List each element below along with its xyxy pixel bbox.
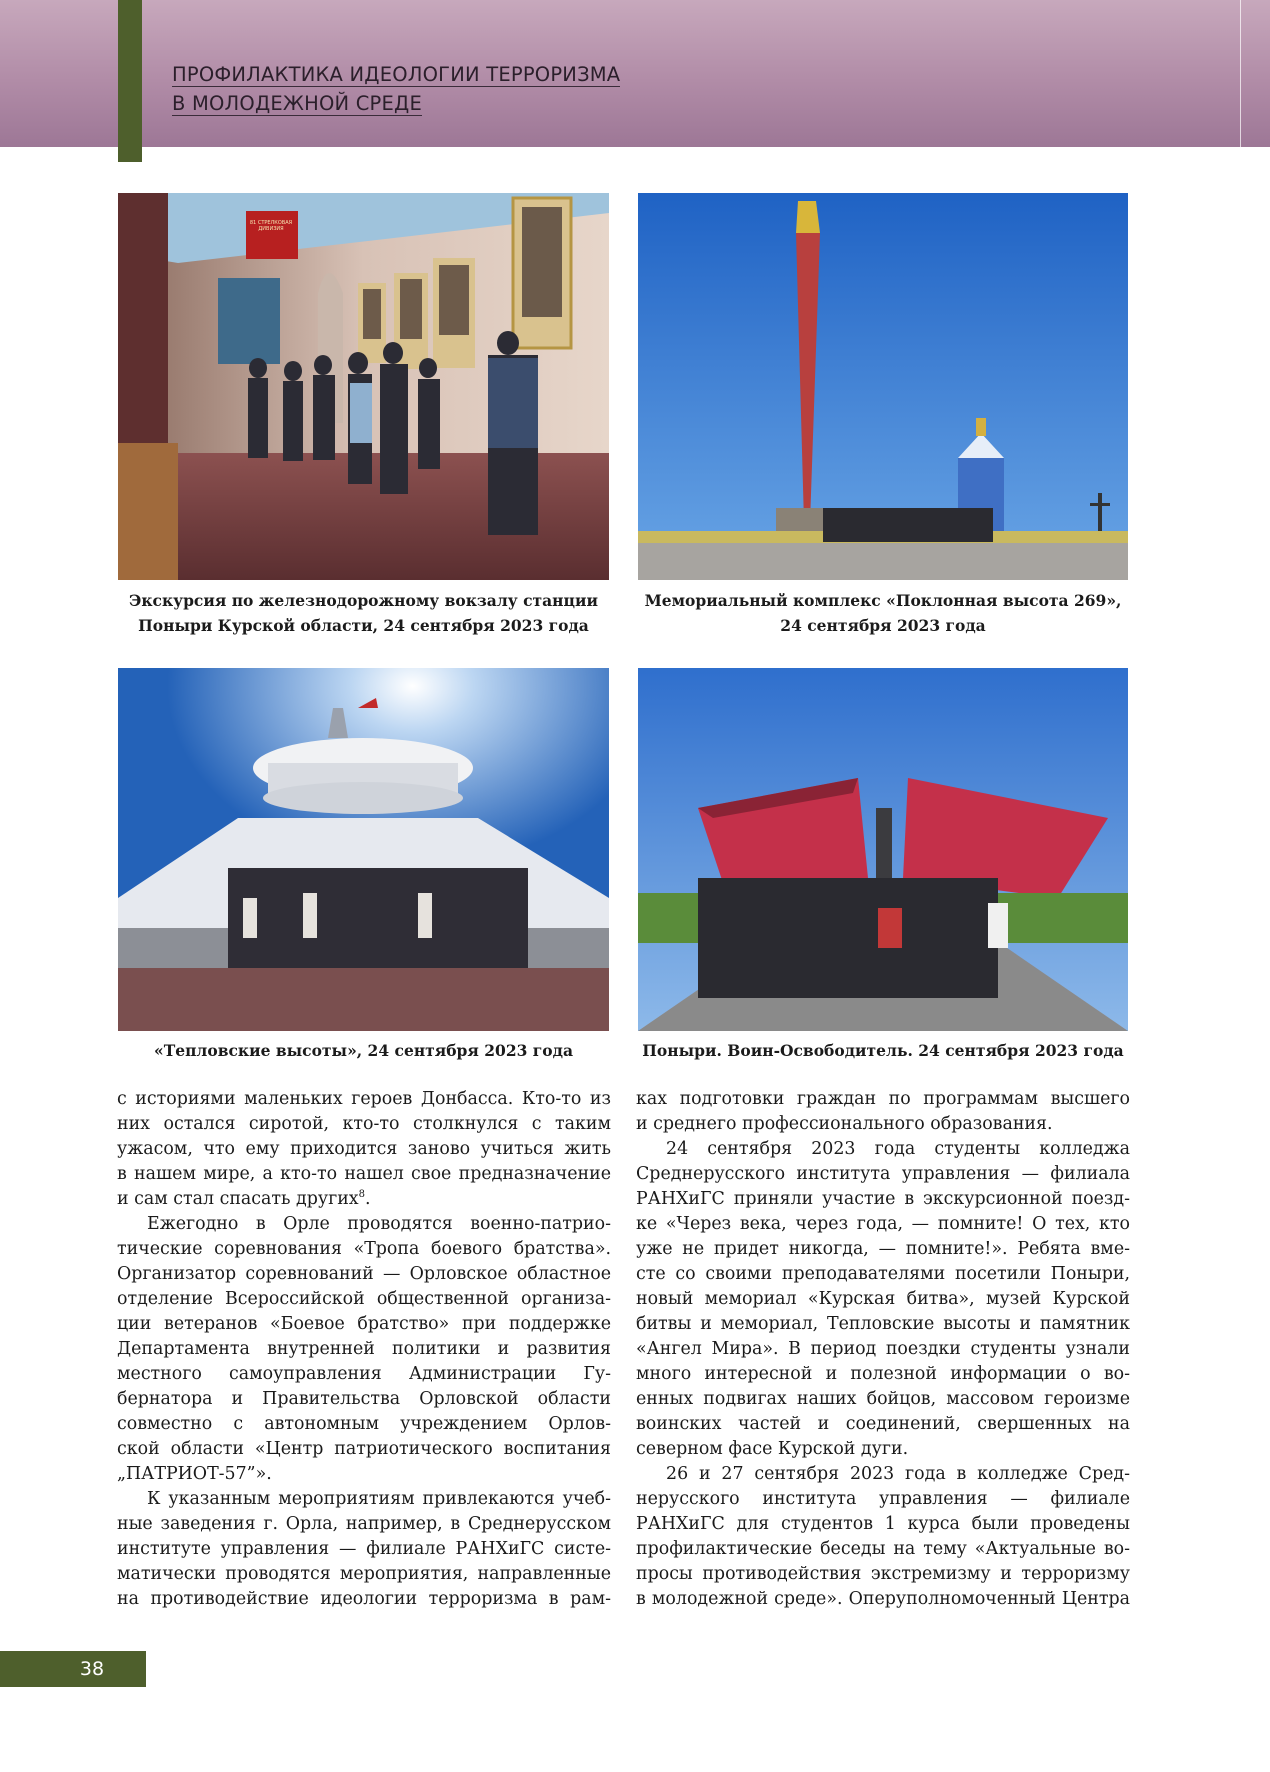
- photo-caption: [112, 588, 615, 638]
- text-line: на противодействие идеологии терроризма в рам-: [117, 1589, 611, 1609]
- text-line: бернатора и Правительства Орловской области: [117, 1389, 611, 1409]
- text-line: в молодежной среде». Оперуполномоченный Центра: [636, 1589, 1130, 1609]
- text-line: «Ангел Мира». В период поездки студенты узнали: [636, 1339, 1130, 1359]
- paragraph: [117, 1212, 611, 1487]
- text-line: в нашем мире, а кто-то нашел свое предназначение: [117, 1164, 611, 1184]
- text-line: сте со своими преподавателями посетили Поныри,: [636, 1264, 1130, 1284]
- text-line: Департамента внутренней политики и развития: [117, 1339, 611, 1359]
- text-line: много интересной и полезной информации о во-: [636, 1364, 1130, 1384]
- caption-line: 24 сентября 2023 года: [780, 616, 986, 635]
- text-line: отделение Всероссийской общественной организа-: [117, 1289, 611, 1309]
- text-line: нерусского института управления — филиале: [636, 1489, 1130, 1509]
- caption-line: Экскурсия по железнодорожному вокзалу станции: [129, 591, 598, 610]
- section-title-line-2: В МОЛОДЕЖНОЙ СРЕДЕ: [172, 92, 422, 115]
- banner-text: 81 СТРЕЛКОВАЯ ДИВИЗИЯ: [249, 220, 293, 232]
- text-line: ках подготовки граждан по программам высшего: [636, 1089, 1130, 1109]
- paragraph: [117, 1087, 611, 1212]
- text-line: институте управления — филиале РАНХиГС систе-: [117, 1539, 611, 1559]
- text-line: ской области «Центр патриотического воспитания: [117, 1439, 611, 1459]
- text-line: северном фасе Курской дуги.: [636, 1439, 909, 1459]
- photo-warrior-liberator: [638, 668, 1128, 1031]
- body-column-right: [636, 1087, 1130, 1612]
- text-line: ции ветеранов «Боевое братство» при поддержке: [117, 1314, 611, 1334]
- text-line: тические соревнования «Тропа боевого братства».: [117, 1239, 611, 1259]
- text-line: ужасом, что ему приходится заново учиться жить: [117, 1139, 611, 1159]
- caption-line: Поныри. Воин-Освободитель. 24 сентября 2023 года: [642, 1041, 1124, 1060]
- text-line: битвы и мемориал, Тепловские высоты и памятник: [636, 1314, 1130, 1334]
- text-line: ке «Через века, через года, — помните! О тех, кто: [636, 1214, 1130, 1234]
- paragraph: [117, 1487, 611, 1612]
- text-line: РАНХиГС для студентов 1 курса были проведены: [636, 1514, 1130, 1534]
- text-line: воинских частей и соединений, свершенных на: [636, 1414, 1130, 1434]
- photo-teplovskie-heights: [118, 668, 609, 1031]
- text-line: енных подвигах наших бойцов, массовом героизме: [636, 1389, 1130, 1409]
- footnote-ref: 8: [358, 1189, 365, 1201]
- paragraph: [636, 1462, 1130, 1612]
- text-line: „ПАТРИОТ-57”».: [117, 1464, 272, 1484]
- text-fragment: и сам стал спасать других: [117, 1189, 359, 1209]
- photo-caption: [632, 588, 1134, 638]
- text-fragment: .: [364, 1189, 371, 1209]
- caption-line: «Тепловские высоты», 24 сентября 2023 года: [154, 1041, 573, 1060]
- text-line: уже не придет никогда, — помните!». Ребята вме-: [636, 1239, 1130, 1259]
- text-line: 26 и 27 сентября 2023 года в колледже Сред-: [666, 1464, 1130, 1484]
- text-line: Среднерусского института управления — филиала: [636, 1164, 1130, 1184]
- photo-caption: [112, 1038, 615, 1063]
- text-line: новый мемориал «Курская битва», музей Курской: [636, 1289, 1130, 1309]
- text-line: Ежегодно в Орле проводятся военно-патрио-: [147, 1214, 611, 1234]
- text-line: [117, 1187, 611, 1212]
- text-line: Организатор соревнований — Орловское областное: [117, 1264, 611, 1284]
- photo-poklonnaya-memorial: [638, 193, 1128, 580]
- text-line: совместно с автономным учреждением Орлов-: [117, 1414, 611, 1434]
- text-line: местного самоуправления Администрации Гу-: [117, 1364, 611, 1384]
- caption-line: Мемориальный комплекс «Поклонная высота 269»,: [644, 591, 1122, 610]
- text-line: матически проводятся мероприятия, направленные: [117, 1564, 611, 1584]
- text-line: РАНХиГС приняли участие в экскурсионной поезд-: [636, 1189, 1130, 1209]
- text-line: 24 сентября 2023 года студенты колледжа: [666, 1139, 1130, 1159]
- photo-station-excursion: [118, 193, 609, 580]
- page-number: 38: [79, 1658, 105, 1680]
- section-title-line-1: ПРОФИЛАКТИКА ИДЕОЛОГИИ ТЕРРОРИЗМА: [172, 63, 621, 86]
- text-line: К указанным мероприятиям привлекаются учеб-: [147, 1489, 611, 1509]
- section-title: [172, 60, 732, 118]
- photo-caption: [632, 1038, 1134, 1063]
- header-divider: [1240, 0, 1241, 147]
- text-line: них остался сиротой, кто-то столкнулся с таким: [117, 1114, 611, 1134]
- paragraph: [636, 1137, 1130, 1462]
- text-line: и среднего профессионального образования.: [636, 1114, 1053, 1134]
- text-line: просы противодействия экстремизму и терроризму: [636, 1564, 1130, 1584]
- text-line: профилактические беседы на тему «Актуальные во-: [636, 1539, 1130, 1559]
- text-line: ные заведения г. Орла, например, в Среднерусском: [117, 1514, 611, 1534]
- body-column-left: [117, 1087, 611, 1612]
- paragraph: [636, 1087, 1130, 1137]
- red-banner-icon: [246, 211, 298, 259]
- caption-line: Поныри Курской области, 24 сентября 2023 года: [138, 616, 589, 635]
- text-line: с историями маленьких героев Донбасса. Кто-то из: [117, 1089, 611, 1109]
- header-accent-bar: [118, 0, 142, 162]
